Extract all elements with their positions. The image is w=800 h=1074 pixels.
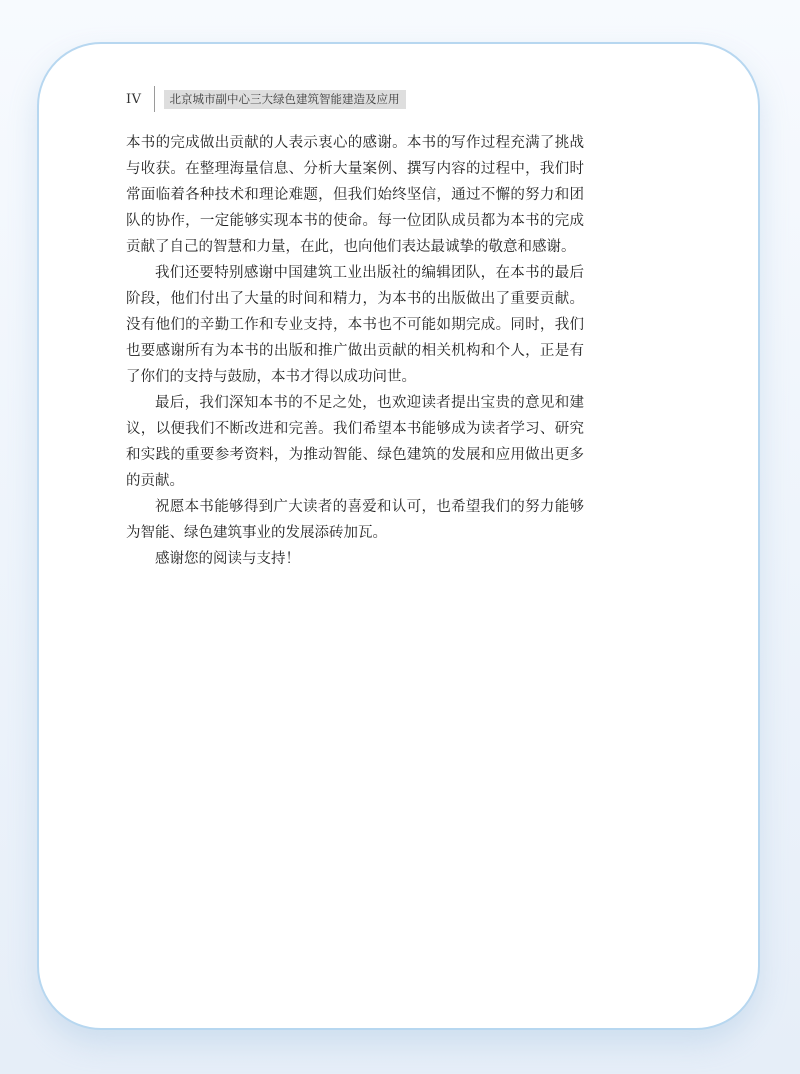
body-text: [126, 130, 584, 572]
header-divider: [154, 86, 155, 112]
page-number: IV: [126, 91, 142, 107]
paragraph: 感谢您的阅读与支持！: [155, 551, 300, 567]
running-header: [126, 86, 406, 112]
paragraph: 本书的完成做出贡献的人表示衷心的感谢。本书的写作过程充满了挑战与收获。在整理海量信息、分析大量案例、撰写内容的过程中，我们时常面临着各种技术和理论难题，但我们始终坚信，通过不懈的努力和团队的协作，一定能够实现本书的使命。每一位团队成员都为本书的完成贡献了自己的智慧和力量，在此，也向他们表达最诚挚的敬意和感谢。: [126, 135, 584, 255]
paragraph: 我们还要特别感谢中国建筑工业出版社的编辑团队，在本书的最后阶段，他们付出了大量的时间和精力，为本书的出版做出了重要贡献。没有他们的辛勤工作和专业支持，本书也不可能如期完成。同时，我们也要感谢所有为本书的出版和推广做出贡献的相关机构和个人，正是有了你们的支持与鼓励，本书才得以成功问世。: [126, 265, 584, 385]
book-title: 北京城市副中心三大绿色建筑智能建造及应用: [164, 90, 406, 109]
paragraph: 祝愿本书能够得到广大读者的喜爱和认可，也希望我们的努力能够为智能、绿色建筑事业的发展添砖加瓦。: [126, 499, 584, 541]
paragraph: 最后，我们深知本书的不足之处，也欢迎读者提出宝贵的意见和建议，以便我们不断改进和完善。我们希望本书能够成为读者学习、研究和实践的重要参考资料，为推动智能、绿色建筑的发展和应用做出更多的贡献。: [126, 395, 584, 489]
